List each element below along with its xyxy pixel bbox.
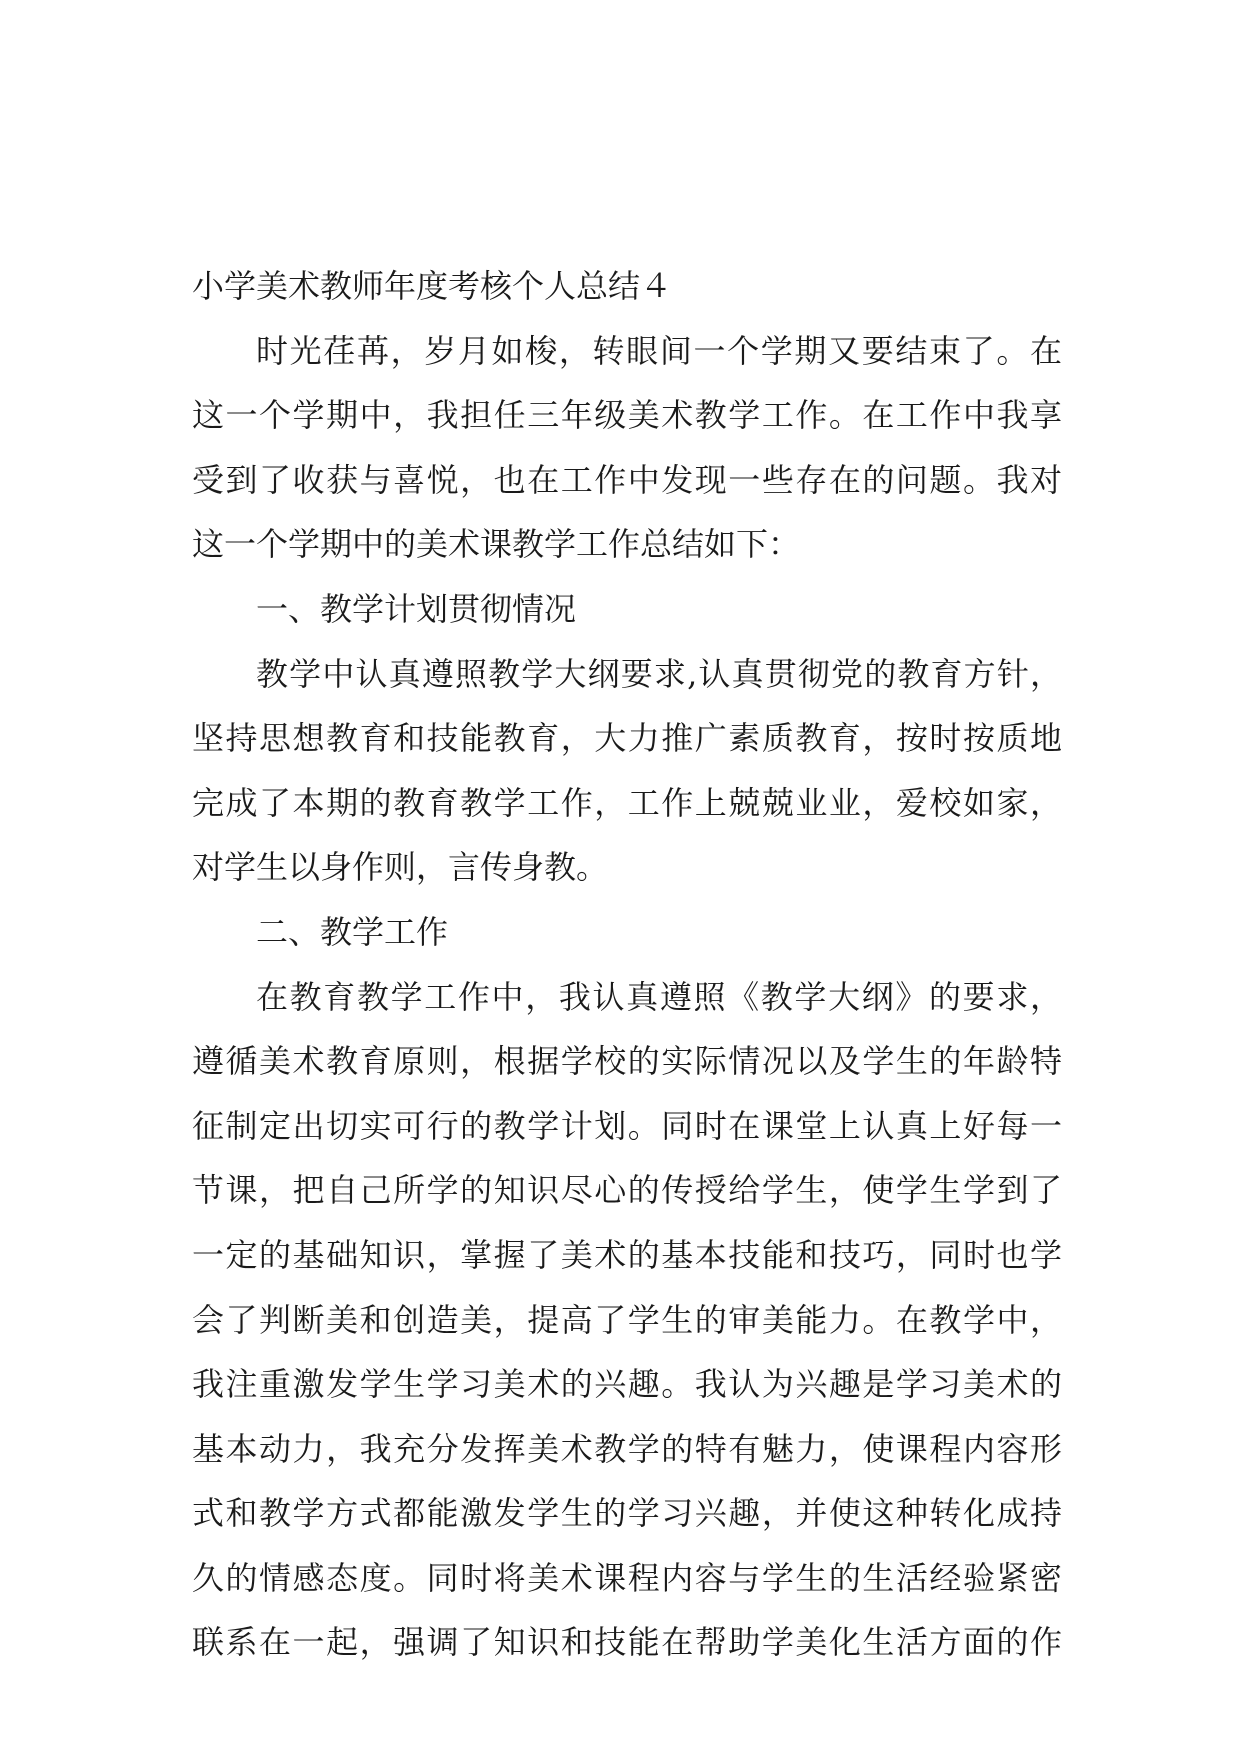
document-title: 小学美术教师年度考核个人总结４ (192, 267, 673, 305)
text-line: 基本动力，我充分发挥美术教学的特有魅力，使课程内容形 (192, 1429, 1062, 1468)
text-line: 节课，把自己所学的知识尽心的传授给学生，使学生学到了 (192, 1171, 1062, 1210)
text-line: 教学中认真遵照教学大纲要求,认真贯彻党的教育方针， (256, 654, 1062, 693)
text-line: 式和教学方式都能激发学生的学习兴趣，并使这种转化成持 (192, 1494, 1062, 1533)
text-line: 征制定出切实可行的教学计划。同时在课堂上认真上好每一 (192, 1106, 1062, 1145)
text-line: 受到了收获与喜悦，也在工作中发现一些存在的问题。我对 (192, 460, 1062, 499)
text-line: 遵循美术教育原则，根据学校的实际情况以及学生的年龄特 (192, 1042, 1062, 1081)
section-heading: 一、教学计划贯彻情况 (256, 589, 577, 628)
text-line: 对学生以身作则，言传身教。 (192, 848, 609, 887)
text-line: 坚持思想教育和技能教育，大力推广素质教育，按时按质地 (192, 719, 1062, 758)
text-line: 我注重激发学生学习美术的兴趣。我认为兴趣是学习美术的 (192, 1365, 1062, 1404)
section-heading-2 (192, 900, 1062, 965)
text-line: 久的情感态度。同时将美术课程内容与学生的生活经验紧密 (192, 1558, 1062, 1597)
section-heading-1 (192, 577, 1062, 642)
section-heading: 二、教学工作 (256, 912, 449, 951)
text-line: 会了判断美和创造美，提高了学生的审美能力。在教学中， (192, 1300, 1062, 1339)
text-line: 时光荏苒，岁月如梭，转眼间一个学期又要结束了。在 (256, 331, 1062, 370)
text-line: 在教育教学工作中，我认真遵照《教学大纲》的要求， (256, 977, 1062, 1016)
paragraph-plan (192, 642, 1062, 900)
document-body (192, 254, 1062, 1675)
paragraph-teaching (192, 965, 1062, 1676)
text-line: 这一个学期中，我担任三年级美术教学工作。在工作中我享 (192, 396, 1062, 435)
text-line: 一定的基础知识，掌握了美术的基本技能和技巧，同时也学 (192, 1235, 1062, 1274)
text-line: 这一个学期中的美术课教学工作总结如下： (192, 525, 801, 564)
text-line: 完成了本期的教育教学工作，工作上兢兢业业，爱校如家， (192, 783, 1062, 822)
paragraph-intro (192, 319, 1062, 577)
text-line: 联系在一起，强调了知识和技能在帮助学美化生活方面的作 (192, 1623, 1062, 1662)
